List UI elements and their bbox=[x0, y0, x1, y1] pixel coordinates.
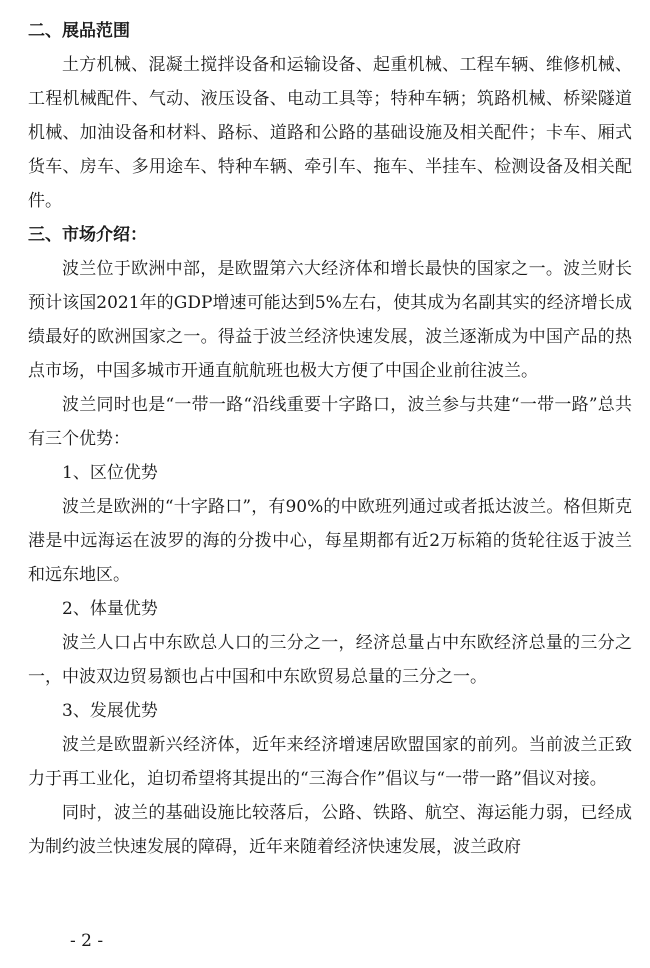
advantage-2-title: 2、体量优势 bbox=[62, 599, 158, 619]
advantage-3-title: 3、发展优势 bbox=[62, 701, 158, 721]
page-number: - 2 - bbox=[70, 931, 104, 951]
section-heading-exhibit-scope: 二、展品范围 bbox=[28, 21, 130, 41]
advantage-1-paragraph: 波兰是欧洲的“十字路口”，有90%的中欧班列通过或者抵达波兰。格但斯克港是中远海运在波罗的海的分拨中心，每星期都有近2万标箱的货轮往返于波兰和远东地区。 bbox=[28, 497, 632, 585]
advantage-1-title: 1、区位优势 bbox=[62, 463, 158, 483]
section-heading-market-intro: 三、市场介绍： bbox=[28, 225, 147, 245]
market-intro-paragraph: 波兰位于欧洲中部，是欧盟第六大经济体和增长最快的国家之一。波兰财长预计该国2021年的GDP增速可能达到5%左右，使其成为名副其实的经济增长成绩最好的欧洲国家之一。得益于波兰经济快速发展，波兰逐渐成为中国产品的热点市场，中国多城市开通直航航班也极大方便了中国企业前往波兰。 bbox=[28, 259, 632, 381]
document-page bbox=[28, 14, 632, 864]
advantage-2-paragraph: 波兰人口占中东欧总人口的三分之一，经济总量占中东欧经济总量的三分之一，中波双边贸易额也占中国和中东欧贸易总量的三分之一。 bbox=[28, 633, 632, 687]
infrastructure-paragraph: 同时，波兰的基础设施比较落后，公路、铁路、航空、海运能力弱，已经成为制约波兰快速发展的障碍，近年来随着经济快速发展，波兰政府 bbox=[28, 803, 632, 857]
advantage-3-paragraph: 波兰是欧盟新兴经济体，近年来经济增速居欧盟国家的前列。当前波兰正致力于再工业化，迫切希望将其提出的“三海合作”倡议与“一带一路”倡议对接。 bbox=[28, 735, 632, 789]
exhibit-scope-paragraph: 土方机械、混凝土搅拌设备和运输设备、起重机械、工程车辆、维修机械、工程机械配件、气动、液压设备、电动工具等；特种车辆；筑路机械、桥梁隧道机械、加油设备和材料、路标、道路和公路的基础设施及相关配件；卡车、厢式货车、房车、多用途车、特种车辆、牵引车、拖车、半挂车、检测设备及相关配件。 bbox=[28, 55, 632, 211]
belt-road-paragraph: 波兰同时也是“一带一路“沿线重要十字路口，波兰参与共建“一带一路”总共有三个优势： bbox=[28, 395, 632, 449]
